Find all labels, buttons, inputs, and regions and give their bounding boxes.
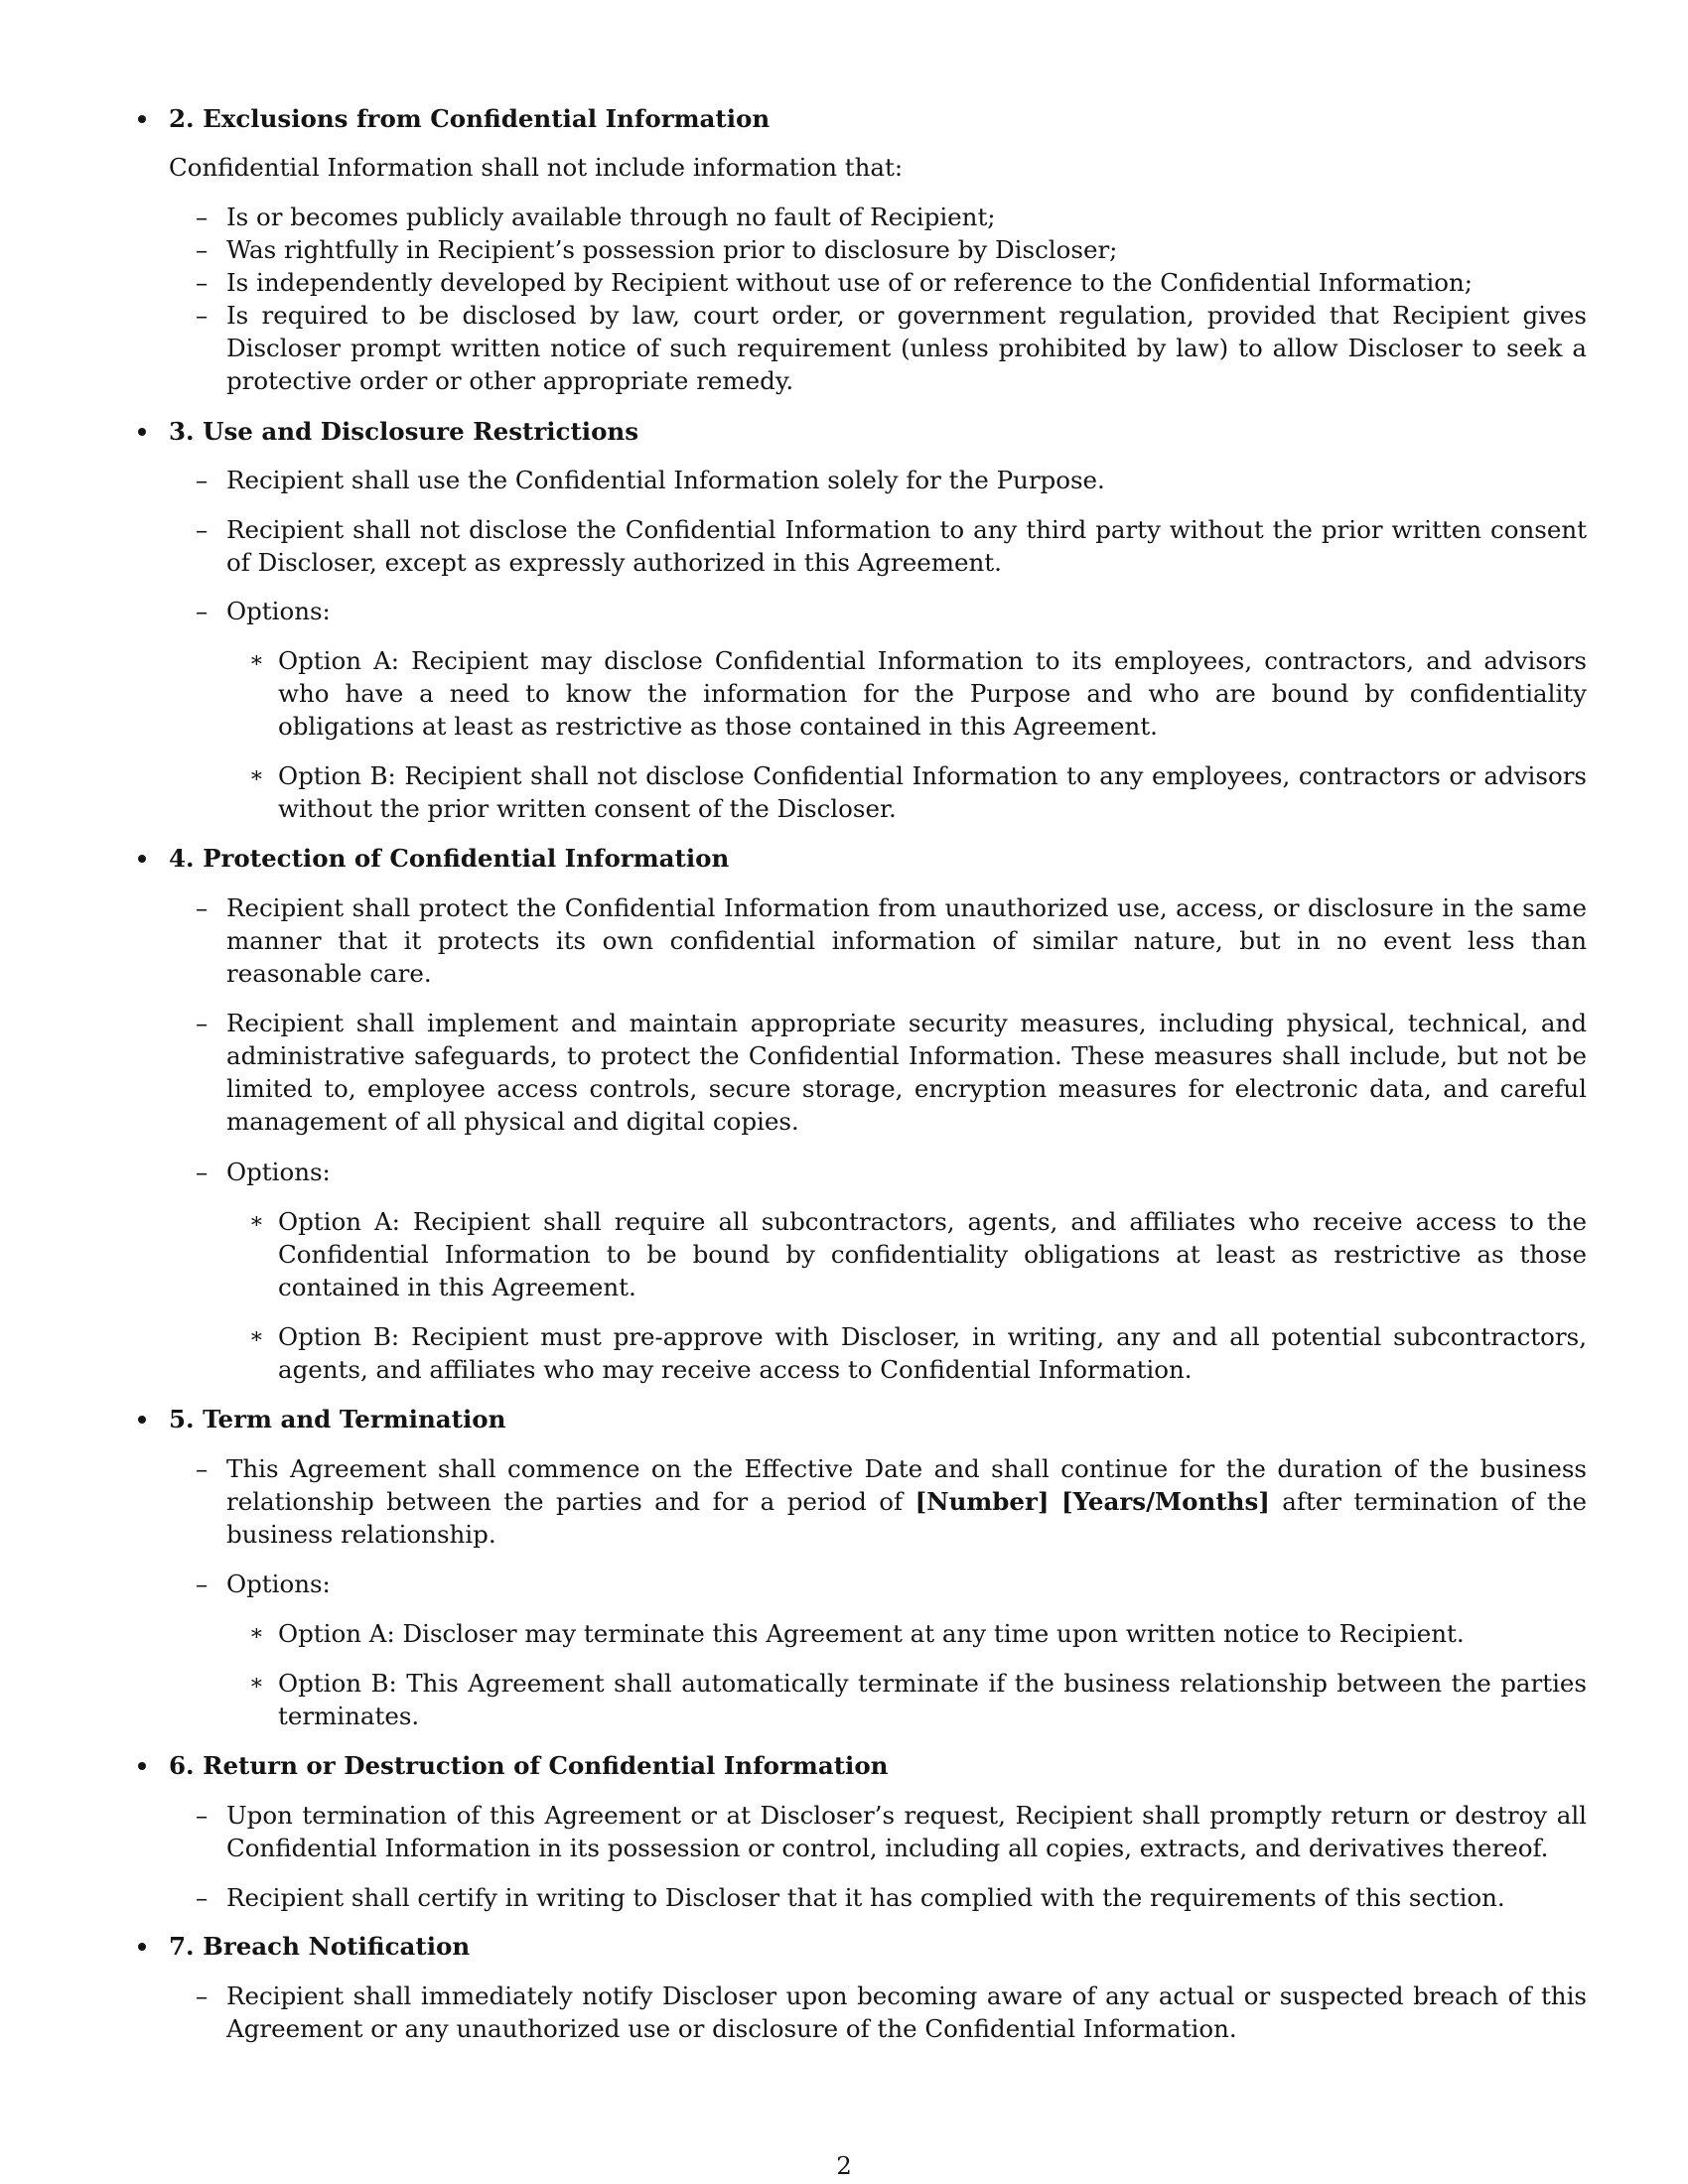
asterisk-icon: ∗ xyxy=(249,1324,264,1349)
section-heading: 6. Return or Destruction of Confidential Information xyxy=(169,1751,889,1780)
list-item: – This Agreement shall commence on the Effective Date and shall continue for the duration of the business relationship between the parties and for a period of [Number] [Years/Months] after termination of the business relationship. xyxy=(196,1454,1588,1549)
page-number: 2 xyxy=(836,2151,852,2180)
dash-icon: – xyxy=(196,1158,209,1186)
bullet-icon xyxy=(138,428,146,436)
asterisk-icon: ∗ xyxy=(249,1621,264,1646)
asterisk-icon: ∗ xyxy=(249,648,264,673)
placeholder-number: [Number] xyxy=(914,1487,1050,1516)
list-item: – Is required to be disclosed by law, court order, or government regulation, provided that Recipient gives Discloser prompt written notice of such requirement (unless prohibited by law) to allow Discloser to seek a protective order or other appropriate remedy. xyxy=(196,301,1587,395)
list-item: – Was rightfully in Recipient’s possession prior to disclosure by Discloser; xyxy=(196,235,1118,264)
dash-icon: – xyxy=(196,597,209,625)
bullet-icon xyxy=(138,1943,146,1951)
list-item: – Recipient shall use the Confidential Information solely for the Purpose. xyxy=(196,466,1105,494)
list-item: – Recipient shall not disclose the Confidential Information to any third party without the prior written consent of Discloser, except as expressly authorized in this Agreement. xyxy=(196,515,1587,577)
dash-icon: – xyxy=(196,301,209,330)
list-item: – Is independently developed by Recipient without use of or reference to the Confidential Information; xyxy=(196,268,1474,297)
option-item: ∗ Option B: This Agreement shall automatically terminate if the business relationship between the parties terminates. xyxy=(249,1669,1587,1730)
bullet-icon xyxy=(138,855,146,863)
option-item: ∗ Option A: Recipient shall require all subcontractors, agents, and affiliates who receive access to the Confidential Information to be bound by confidentiality obligations at least as restrictive as those contained in this Agreement. xyxy=(249,1207,1587,1301)
list-item: – Recipient shall certify in writing to Discloser that it has complied with the requirements of this section. xyxy=(196,1883,1505,1912)
section-heading: 3. Use and Disclosure Restrictions xyxy=(169,417,639,446)
dash-icon: – xyxy=(196,1981,209,2010)
asterisk-icon: ∗ xyxy=(249,1209,264,1234)
dash-icon: – xyxy=(196,235,209,264)
bullet-icon xyxy=(138,115,146,123)
asterisk-icon: ∗ xyxy=(249,1671,264,1696)
list-item: – Is or becomes publicly available through no fault of Recipient; xyxy=(196,203,996,231)
dash-icon: – xyxy=(196,893,209,922)
dash-icon: – xyxy=(196,1009,209,1037)
option-item: ∗ Option B: Recipient must pre-approve with Discloser, in writing, any and all potential subcontractors, agents, and affiliates who may receive access to Confidential Information. xyxy=(249,1322,1587,1384)
list-item: – Recipient shall protect the Confidential Information from unauthorized use, access, or disclosure in the same manner that it protects its own confidential information of similar nature, but in no event less than reasonable care. xyxy=(196,893,1587,988)
paragraph: Confidential Information shall not include information that: xyxy=(169,153,904,182)
dash-icon: – xyxy=(196,268,209,297)
section-heading: 4. Protection of Confidential Information xyxy=(169,844,730,873)
section-heading: 5. Term and Termination xyxy=(169,1405,506,1433)
option-item: ∗ Option A: Discloser may terminate this Agreement at any time upon written notice to Recipient. xyxy=(249,1619,1465,1648)
list-item: – Upon termination of this Agreement or at Discloser’s request, Recipient shall promptly return or destroy all Confidential Information in its possession or control, including all copies, extracts, and derivatives thereof. xyxy=(196,1801,1587,1862)
dash-icon: – xyxy=(196,466,209,494)
placeholder-years-months: [Years/Months] xyxy=(1060,1487,1270,1516)
list-item: – Recipient shall implement and maintain appropriate security measures, including physical, technical, and administrative safeguards, to protect the Confidential Information. These measures shall include, but not be limited to, employee access controls, secure storage, encryption measures for electronic data, and careful management of all physical and digital copies. xyxy=(196,1009,1587,1136)
option-item: ∗ Option B: Recipient shall not disclose Confidential Information to any employees, contractors or advisors without the prior written consent of the Discloser. xyxy=(249,761,1587,823)
dash-icon: – xyxy=(196,515,209,544)
asterisk-icon: ∗ xyxy=(249,763,264,788)
bullet-icon xyxy=(138,1416,146,1424)
dash-icon: – xyxy=(196,203,209,231)
section-heading: 2. Exclusions from Confidential Information xyxy=(169,104,771,133)
dash-icon: – xyxy=(196,1883,209,1912)
list-item: – Options: xyxy=(196,1158,331,1186)
list-item: – Options: xyxy=(196,597,331,625)
dash-icon: – xyxy=(196,1454,209,1483)
list-item: – Options: xyxy=(196,1570,331,1598)
dash-icon: – xyxy=(196,1801,209,1830)
option-item: ∗ Option A: Recipient may disclose Confidential Information to its employees, contractors, and advisors who have a need to know the information for the Purpose and who are bound by confidentiality obligations at least as restrictive as those contained in this Agreement. xyxy=(249,646,1587,741)
section-heading: 7. Breach Notification xyxy=(169,1932,471,1961)
dash-icon: – xyxy=(196,1570,209,1598)
list-item: – Recipient shall immediately notify Discloser upon becoming aware of any actual or suspected breach of this Agreement or any unauthorized use or disclosure of the Confidential Information. xyxy=(196,1981,1587,2043)
bullet-icon xyxy=(138,1762,146,1770)
